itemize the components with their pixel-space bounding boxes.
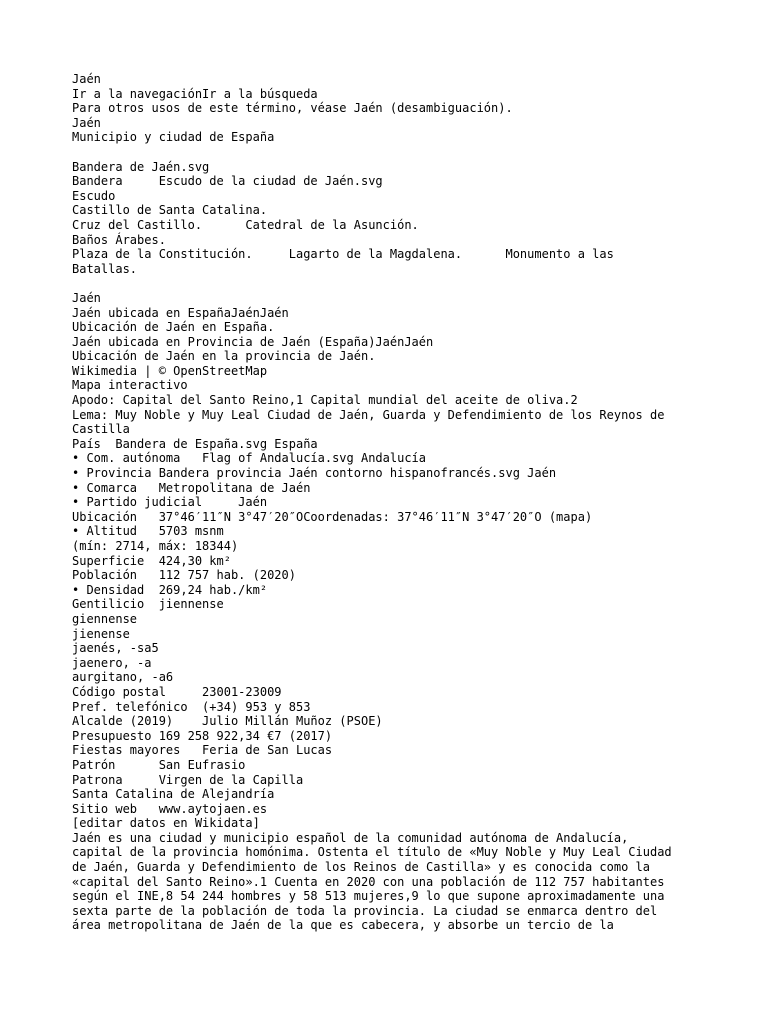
image-caption-line: Bandera Escudo de la ciudad de Jaén.svg <box>72 174 383 189</box>
infobox-line: (mín: 2714, máx: 18344) <box>72 539 239 553</box>
infobox-section <box>72 291 702 831</box>
paragraph-line: Jaén es una ciudad y municipio español de la comunidad autónoma de Andalucía, <box>72 830 629 845</box>
infobox-line: Santa Catalina de Alejandría <box>72 787 275 802</box>
infobox-line: Pref. telefónico (+34) 953 y 853 <box>72 699 311 714</box>
header-line: Jaén <box>72 72 101 86</box>
paragraph-line: de Jaén, Guarda y Defendimiento de los Reinos de Castilla» y es conocida como la <box>72 860 650 875</box>
header-line: Para otros usos de este término, véase Jaén (desambiguación). <box>72 101 513 116</box>
infobox-line: Jaén ubicada en EspañaJaénJaén <box>72 305 289 320</box>
infobox-line: Lema: Muy Noble y Muy Leal Ciudad de Jaén, Guarda y Defendimiento de los Reynos de <box>72 407 665 422</box>
infobox-line: Ubicación de Jaén en España. <box>72 320 275 335</box>
infobox-line: • Altitud 5703 msnm <box>72 524 224 539</box>
infobox-line: jaenés, -sa5 <box>72 641 159 656</box>
header-line[interactable]: Ir a la navegaciónIr a la búsqueda <box>72 86 318 101</box>
infobox-line: Población 112 757 hab. (2020) <box>72 568 296 583</box>
paragraph-line: área metropolitana de Jaén de la que es cabecera, y absorbe un tercio de la <box>72 918 614 933</box>
infobox-line: Superficie 424,30 km² <box>72 553 231 568</box>
infobox-line[interactable]: Sitio web www.aytojaen.es <box>72 801 268 816</box>
article-paragraph <box>72 831 702 933</box>
header-section <box>72 72 702 145</box>
infobox-line: Castilla <box>72 422 130 437</box>
infobox-line: Patrón San Eufrasio <box>72 757 246 772</box>
infobox-line: Jaén <box>72 290 101 305</box>
image-captions-section <box>72 160 702 277</box>
image-caption-line: Cruz del Castillo. Catedral de la Asunción. <box>72 217 419 232</box>
infobox-line[interactable]: [editar datos en Wikidata] <box>72 816 260 831</box>
infobox-line: Mapa interactivo <box>72 378 188 393</box>
infobox-line: • Densidad 269,24 hab./km² <box>72 582 268 597</box>
infobox-line: Código postal 23001-23009 <box>72 684 282 699</box>
image-caption-line: Castillo de Santa Catalina. <box>72 203 268 218</box>
infobox-line: Ubicación de Jaén en la provincia de Jaén. <box>72 349 376 364</box>
header-line: Jaén <box>72 115 101 130</box>
infobox-line: Presupuesto 169 258 922,34 €7 (2017) <box>72 728 333 743</box>
infobox-line: Alcalde (2019) Julio Millán Muñoz (PSOE) <box>72 714 383 729</box>
paragraph-line: según el INE,8 54 244 hombres y 58 513 mujeres,9 lo que supone aproximadamente una <box>72 889 665 904</box>
infobox-line: giennense <box>72 611 138 626</box>
infobox-line: Wikimedia | © OpenStreetMap <box>72 363 268 378</box>
paragraph-line: capital de la provincia homónima. Ostenta el título de «Muy Noble y Muy Leal Ciudad <box>72 845 672 860</box>
infobox-line: aurgitano, -a6 <box>72 670 174 685</box>
header-line: Municipio y ciudad de España <box>72 130 275 145</box>
image-caption-line: Baños Árabes. <box>72 232 166 247</box>
paragraph-line: «capital del Santo Reino».1 Cuenta en 2020 con una población de 112 757 habitantes <box>72 874 665 889</box>
image-caption-line: Escudo <box>72 188 116 203</box>
image-caption-line: Bandera de Jaén.svg <box>72 159 210 174</box>
infobox-line: • Comarca Metropolitana de Jaén <box>72 480 311 495</box>
infobox-line: Patrona Virgen de la Capilla <box>72 772 304 787</box>
blank-line <box>72 276 702 291</box>
image-caption-line: Plaza de la Constitución. Lagarto de la Magdalena. Monumento a las <box>72 247 614 262</box>
infobox-line: • Com. autónoma Flag of Andalucía.svg Andalucía <box>72 451 427 466</box>
infobox-line: Apodo: Capital del Santo Reino,1 Capital mundial del aceite de oliva.2 <box>72 393 578 408</box>
infobox-line: País Bandera de España.svg España <box>72 436 318 451</box>
infobox-line: Gentilicio jiennense <box>72 597 224 612</box>
infobox-line: jaenero, -a <box>72 655 152 670</box>
infobox-line: • Provincia Bandera provincia Jaén contorno hispanofrancés.svg Jaén <box>72 466 557 481</box>
infobox-line: jienense <box>72 626 130 641</box>
infobox-line: Fiestas mayores Feria de San Lucas <box>72 743 333 758</box>
infobox-line: • Partido judicial Jaén <box>72 495 268 510</box>
blank-line <box>72 145 702 160</box>
infobox-line: Jaén ubicada en Provincia de Jaén (España)JaénJaén <box>72 334 434 349</box>
image-caption-line: Batallas. <box>72 261 138 276</box>
infobox-line: Ubicación 37°46′11″N 3°47′20″OCoordenadas: 37°46′11″N 3°47′20″O (mapa) <box>72 509 593 524</box>
paragraph-line: sexta parte de la población de toda la provincia. La ciudad se enmarca dentro del <box>72 903 658 918</box>
